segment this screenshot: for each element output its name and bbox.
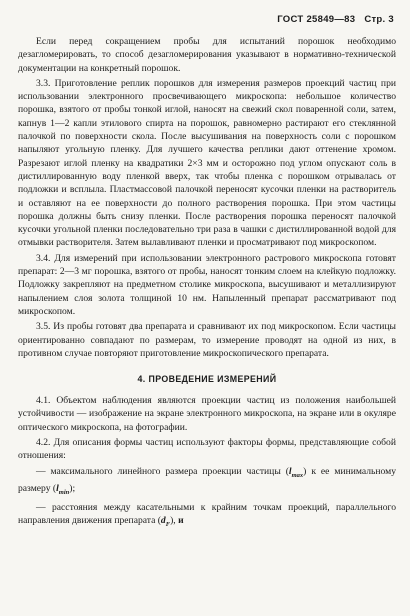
conjunction: и	[178, 515, 184, 527]
paragraph-4-1: 4.1. Объектом наблюдения являются проекции частиц из положения наибольшей устойчивости — изображение на экране электронного микроскопа, на экране или в окуляре оптического микроскопа, на фотографии.	[18, 395, 396, 433]
symbol-l: $l_{max}$	[288, 465, 304, 479]
standard-number: ГОСТ 25849—83	[277, 14, 356, 25]
list-item-text: к ее минимальному размеру	[18, 465, 397, 494]
document-page	[18, 14, 396, 534]
paragraph-3-4: 3.4. Для измерений при использовании электронного растрового микроскопа готовят препарат: 2—3 мг порошка, взятого от пробы, наносят тонким слоем на клейкую подложку. Подложку закрепляют на предметном столике микроскопа, высушивают и металлизируют напылением слоя золота толщиной 10 нм. Напыленный препарат рассматривают под микроскопом.	[18, 252, 396, 317]
page-number: Стр. 3	[364, 14, 394, 25]
page-header	[18, 14, 396, 25]
paragraph-3-5: 3.5. Из пробы готовят два препарата и сравнивают их под микроскопом. Если частицы ориентированно совпадают по размерам, то измерение проводят на одной из них, в противном случае повторяют приготовление микроскопического препарата.	[18, 321, 396, 359]
paragraph-3-3: 3.3. Приготовление реплик порошков для измерения размеров проекций частиц при использовании электронного просвечивающего микроскопа: небольшое количество порошка, взятого от пробы тонкой иглой, наносят на свежий скол поваренной соли, затем, капнув 1—2 капли этилового спирта на порошок, равномерно растирают его стеклянной палочкой по поверхности скола. После высушивания на поверхность соли с порошком напыляют угольную пленку. Для лучшего качества реплики дают оттенение хромом. Разрезают иглой пленку на квадратики 2×3 мм и осторожно под углом опускают соль в дистиллированную воду пленкой вверх, так чтобы пленка с порошком отрывалась от подложки и всплыла. Пластмассовой палочкой переносят кусочки пленки на растворитель и оставляют на ее поверхности до полного растворения порошка. При этом частицы порошка должны быть снизу пленки. После растворения порошка переносят палочкой кусочки угольной пленки последовательно три раза в чашки с дистиллированной водой для отмывки растворителя. Затем вылавливают пленки и просматривают под микроскопом.	[18, 77, 396, 249]
list-item-text: — максимального линейного размера проекции частицы	[36, 465, 281, 477]
list-item-ratio-2: — расстояния между касательными к крайним точкам проекций, параллельного направления движения препарата $(d_F)$, и	[18, 502, 396, 529]
symbol-l-min: $l_{min}$	[56, 482, 70, 496]
list-item-text: — расстояния между касательными к крайним точкам проекций, параллельного направления движения препарата	[18, 502, 396, 527]
symbol-d-f: $d_F$	[160, 515, 171, 529]
list-item-ratio-1: — максимального линейного размера проекции частицы $(l_{max})$ к ее минимальному размеру $(l_{min})$;	[18, 465, 397, 496]
section-title: 4. ПРОВЕДЕНИЕ ИЗМЕРЕНИЙ	[137, 374, 277, 385]
paragraph-4-2: 4.2. Для описания формы частиц используют факторы формы, представляющие собой отношения:	[18, 437, 396, 462]
intro-paragraph: Если перед сокращением пробы для испытаний порошок необходимо дезагломерировать, то способ дезагломерирования указывают в нормативно-технической документации на конкретный порошок.	[18, 36, 396, 74]
